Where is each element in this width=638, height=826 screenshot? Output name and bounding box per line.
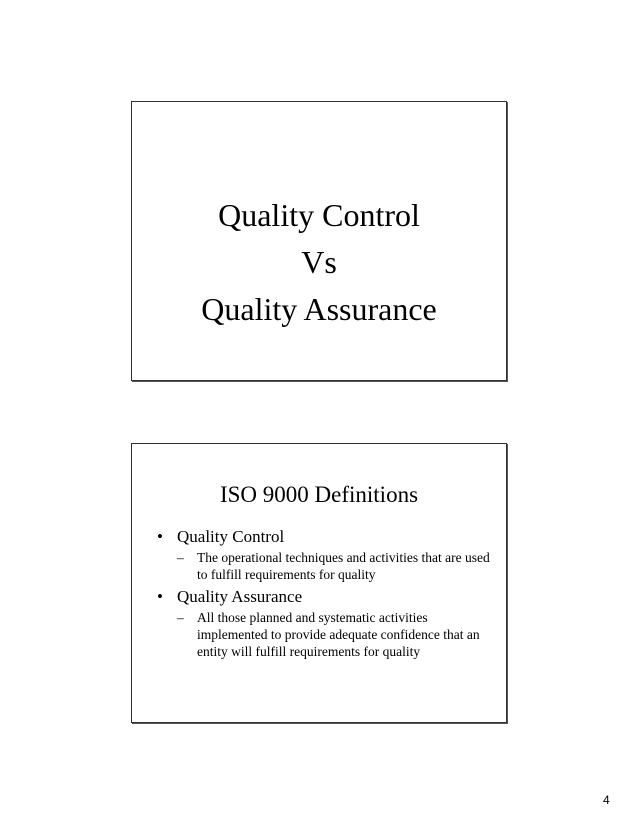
bullet-point: [153, 587, 493, 607]
dash-icon: –: [177, 550, 184, 565]
sub-bullet-point: [153, 609, 493, 660]
bullet-icon: •: [157, 587, 163, 606]
sub-bullet-text: The operational techniques and activities that are used to fulfill requirements for quality: [197, 550, 490, 582]
slide-title: [132, 192, 506, 333]
title-line: Quality Control: [218, 197, 420, 233]
page-number: 4: [603, 793, 610, 807]
bullet-list: [153, 527, 493, 664]
dash-icon: –: [177, 610, 184, 625]
list-item: [153, 527, 493, 583]
bullet-icon: •: [157, 527, 163, 546]
title-line: Quality Assurance: [201, 291, 437, 327]
bullet-text: Quality Control: [177, 527, 285, 546]
bullet-text: Quality Assurance: [177, 587, 303, 606]
list-item: [153, 587, 493, 660]
bullet-point: [153, 527, 493, 547]
slide-quality-control-vs-assurance: [131, 101, 507, 381]
sub-bullet-text: All those planned and systematic activities implemented to provide adequate confidence that an entity will fulfill requirements for quality: [197, 610, 480, 659]
title-line: Vs: [301, 244, 337, 280]
slide-title: ISO 9000 Definitions: [219, 482, 419, 507]
slide-iso-9000-definitions: [131, 443, 507, 723]
sub-bullet-point: [153, 549, 493, 583]
